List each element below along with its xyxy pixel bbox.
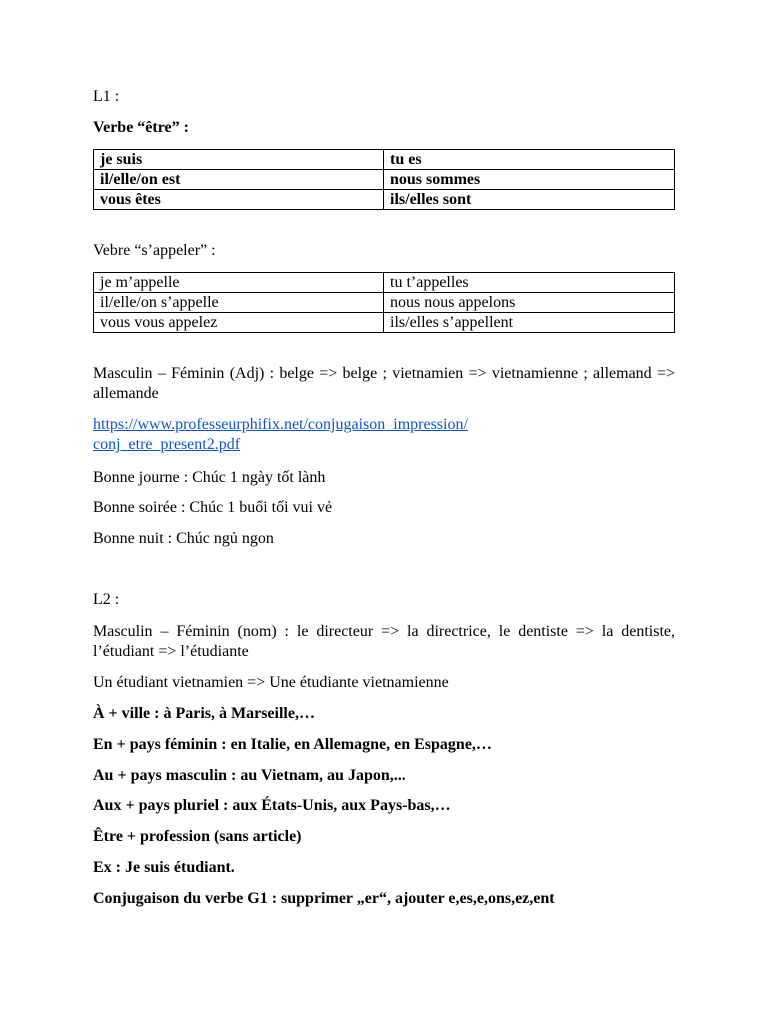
table-cell: il/elle/on est xyxy=(94,170,384,190)
sappeler-conjugation-table xyxy=(93,272,675,333)
table-cell: il/elle/on s’appelle xyxy=(94,293,384,313)
rule-conjugaison-g1: Conjugaison du verbe G1 : supprimer „er“, ajouter e,es,e,ons,ez,ent xyxy=(93,890,555,907)
conjugation-link[interactable] xyxy=(93,415,675,455)
rule-au-pays-masculin: Au + pays masculin : au Vietnam, au Japon,... xyxy=(93,767,406,784)
table-cell: vous vous appelez xyxy=(94,313,384,333)
bonne-nuit-line: Bonne nuit : Chúc ngủ ngon xyxy=(93,530,274,547)
etudiant-line: Un étudiant vietnamien => Une étudiante vietnamienne xyxy=(93,674,449,691)
table-cell: nous sommes xyxy=(384,170,675,190)
sappeler-title: Vebre “s’appeler” : xyxy=(93,242,216,259)
link-line-2[interactable]: conj_etre_present2.pdf xyxy=(93,436,241,453)
table-cell: ils/elles s’appellent xyxy=(384,313,675,333)
table-row xyxy=(94,313,675,333)
table-row xyxy=(94,150,675,170)
rule-example: Ex : Je suis étudiant. xyxy=(93,859,235,876)
rule-en-pays-feminin: En + pays féminin : en Italie, en Allemagne, en Espagne,… xyxy=(93,736,492,753)
table-cell: ils/elles sont xyxy=(384,190,675,210)
bonne-soiree-line: Bonne soirée : Chúc 1 buổi tối vui vẻ xyxy=(93,499,333,516)
table-row xyxy=(94,190,675,210)
table-cell: nous nous appelons xyxy=(384,293,675,313)
table-cell: tu t’appelles xyxy=(384,273,675,293)
table-row xyxy=(94,170,675,190)
table-cell: je suis xyxy=(94,150,384,170)
table-row xyxy=(94,273,675,293)
etre-title: Verbe “être” : xyxy=(93,119,189,136)
l2-heading: L2 : xyxy=(93,591,120,608)
rule-aux-pays-pluriel: Aux + pays pluriel : aux États-Unis, aux Pays-bas,… xyxy=(93,797,451,814)
rule-etre-profession: Être + profession (sans article) xyxy=(93,828,302,845)
etre-conjugation-table xyxy=(93,149,675,210)
table-cell: vous êtes xyxy=(94,190,384,210)
table-cell: tu es xyxy=(384,150,675,170)
table-row xyxy=(94,293,675,313)
masc-fem-nom-note: Masculin – Féminin (nom) : le directeur => la directrice, le dentiste => la dentiste, l’étudiant => l’étudiante xyxy=(93,623,675,660)
rule-a-ville: À + ville : à Paris, à Marseille,… xyxy=(93,705,315,722)
bonne-journee-line: Bonne journe : Chúc 1 ngày tốt lành xyxy=(93,469,326,486)
link-line-1[interactable]: https://www.professeurphifix.net/conjugaison_impression/ xyxy=(93,416,468,433)
table-cell: je m’appelle xyxy=(94,273,384,293)
l1-heading: L1 : xyxy=(93,88,120,105)
masc-fem-adj-note: Masculin – Féminin (Adj) : belge => belge ; vietnamien => vietnamienne ; allemand => allemande xyxy=(93,365,675,402)
